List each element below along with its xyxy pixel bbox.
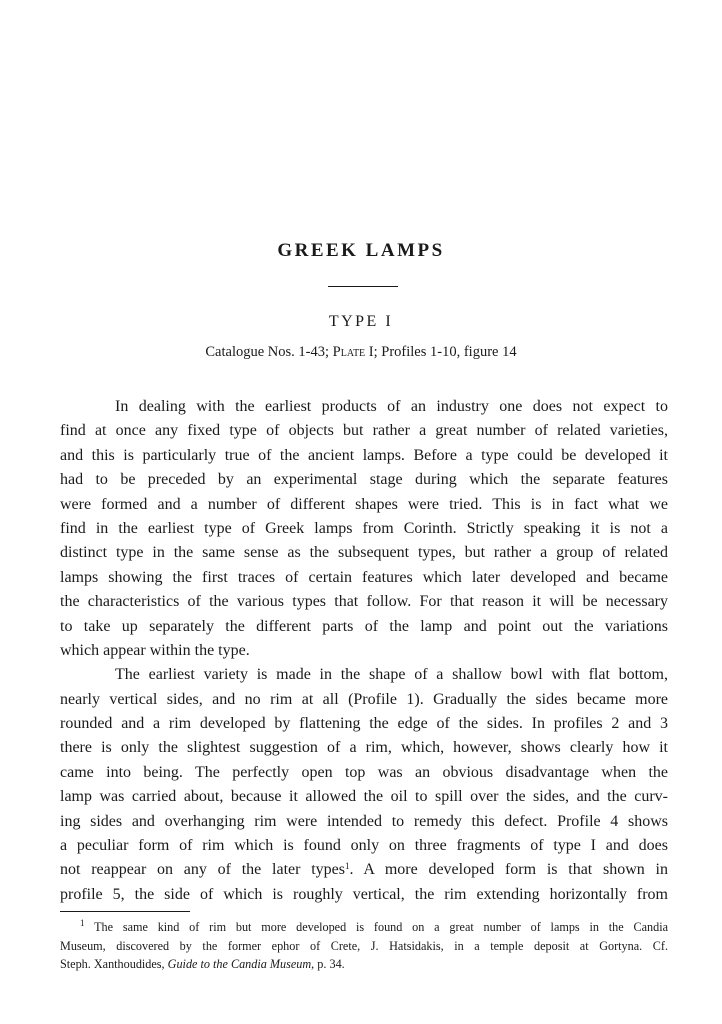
body-text bbox=[60, 395, 668, 907]
paragraph-line: lamps showing the first traces of certain features which later developed and became bbox=[60, 568, 668, 586]
section-heading: TYPE I bbox=[328, 313, 394, 330]
footnote-text: Steph. Xanthoudides, bbox=[60, 957, 165, 971]
paragraph-line: a peculiar form of rim which is found only on three fragments of type I and does bbox=[60, 837, 668, 855]
paragraph-line: to take up separately the different parts of the lamp and point out the variations bbox=[60, 617, 668, 635]
paragraph-line: ing sides and overhanging rim were intended to remedy this defect. Profile 4 shows bbox=[60, 812, 668, 830]
footnote-marker: 1 bbox=[80, 918, 85, 928]
paragraph-line: the characteristics of the various types that follow. For that reason it will be necessary bbox=[60, 593, 668, 611]
paragraph-line: find at once any fixed type of objects but rather a great number of related varieties, bbox=[60, 422, 668, 440]
paragraph-line: In dealing with the earliest products of an industry one does not expect to bbox=[115, 398, 668, 415]
footnote-line bbox=[60, 918, 668, 937]
paragraph-line: find in the earliest type of Greek lamps from Corinth. Strictly speaking it is not a bbox=[60, 519, 668, 537]
catalogue-reference bbox=[0, 344, 722, 361]
paragraph-line: came into being. The perfectly open top was an obvious disadvantage when the bbox=[60, 763, 668, 781]
catalogue-plate: Plate I; bbox=[332, 344, 378, 360]
paragraph-line: distinct type in the same sense as the subsequent types, but rather a group of related bbox=[60, 544, 668, 562]
paragraph-line: lamp was carried about, because it allowed the oil to spill over the sides, and the curv- bbox=[60, 788, 668, 806]
line-text: . A more developed form is that shown in bbox=[349, 861, 669, 879]
catalogue-numbers: Catalogue Nos. 1-43; bbox=[205, 344, 330, 360]
title-divider bbox=[328, 286, 398, 287]
line-text: not reappear on any of the later types bbox=[60, 861, 346, 879]
paragraph-line: which appear within the type. bbox=[60, 641, 250, 659]
paragraph-line: profile 5, the side of which is roughly vertical, the rim extending horizontally from bbox=[60, 885, 668, 903]
paragraph-line bbox=[60, 858, 668, 882]
footnote-reference[interactable]: 1 bbox=[345, 861, 350, 872]
paragraph-line: rounded and a rim developed by flattening the edge of the sides. In profiles 2 and 3 bbox=[60, 715, 668, 733]
footnote-line bbox=[60, 955, 668, 974]
paragraph-line: there is only the slightest suggestion of a rim, which, however, shows clearly how it bbox=[60, 739, 668, 757]
page-title: GREEK LAMPS bbox=[277, 240, 445, 261]
footnote-line: Museum, discovered by the former ephor of Crete, J. Hatsidakis, in a temple deposit at Gortyna. Cf. bbox=[60, 938, 668, 953]
paragraph-line: The earliest variety is made in the shape of a shallow bowl with flat bottom, bbox=[115, 666, 668, 684]
paragraph-line: nearly vertical sides, and no rim at all (Profile 1). Gradually the sides became more bbox=[60, 690, 668, 708]
catalogue-profiles: Profiles 1-10, figure 14 bbox=[381, 344, 517, 360]
footnote-text: The same kind of rim but more developed is found on a great number of lamps in the Candia bbox=[94, 920, 668, 934]
paragraph-line: and this is particularly true of the ancient lamps. Before a type could be developed it bbox=[60, 446, 668, 464]
footnote-divider bbox=[60, 911, 190, 912]
paragraph-line: were formed and a number of different shapes were tried. This is in fact what we bbox=[60, 495, 668, 513]
footnote-text: p. 34. bbox=[317, 957, 345, 971]
footnote-citation-title: Guide to the Candia Museum, bbox=[167, 957, 315, 971]
footnote bbox=[60, 918, 668, 974]
paragraph-line: had to be preceded by an experimental stage during which the separate features bbox=[60, 471, 668, 489]
